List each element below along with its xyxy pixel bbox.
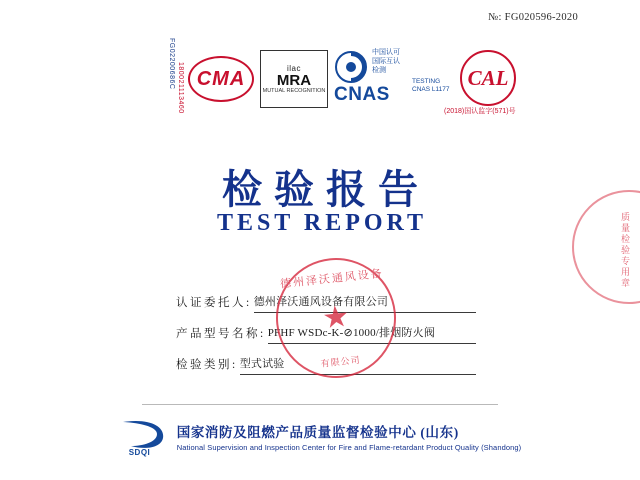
cnas-mark-icon bbox=[334, 48, 454, 108]
cal-mark-icon bbox=[444, 50, 518, 115]
cnas-chinese-label: 中国认可 国际互认 检测 bbox=[372, 49, 400, 74]
field-underline-client bbox=[254, 292, 476, 313]
page-title-cn: 检验报告 bbox=[222, 167, 430, 212]
footer-name-en: National Supervision and Inspection Center for Fire and Flame-retardant Product Quality (Shandong) bbox=[176, 442, 522, 452]
field-label-category: 检验类别: bbox=[176, 359, 238, 371]
field-value-client: 德州泽沃通风设备有限公司 bbox=[253, 296, 389, 308]
field-underline-category bbox=[240, 354, 476, 375]
ilac-label: ilac bbox=[286, 63, 301, 73]
certification-logo-row bbox=[168, 36, 516, 126]
seal-star-icon: ★ bbox=[320, 299, 352, 336]
field-underline-product bbox=[268, 323, 476, 344]
mra-label: MRA bbox=[276, 71, 312, 89]
cnas-symbol-icon bbox=[334, 50, 368, 84]
field-label-client: 认证委托人: bbox=[176, 297, 252, 309]
cal-label: CAL bbox=[460, 50, 516, 106]
sdqi-label: SDQI bbox=[128, 448, 151, 457]
field-label-product: 产品型号名称: bbox=[176, 328, 266, 340]
cnas-label: CNAS bbox=[334, 84, 390, 105]
field-row-product bbox=[176, 313, 476, 344]
sdqi-logo-icon bbox=[119, 416, 169, 456]
footer bbox=[0, 416, 640, 456]
cal-approval-note: (2018)国认监字(571)号 bbox=[444, 108, 516, 115]
field-row-client bbox=[176, 282, 476, 313]
edge-stamp-text: 质量检验专用章 bbox=[620, 212, 630, 289]
report-number: №: FG020596-2020 bbox=[488, 12, 578, 23]
report-fields bbox=[176, 282, 476, 375]
ilac-sub-label: MUTUAL RECOGNITION bbox=[262, 88, 326, 95]
footer-texts bbox=[177, 421, 522, 452]
field-value-product: PFHF WSDc-K-⊘1000/排烟防火阀 bbox=[267, 327, 436, 339]
side-code-bottom: 180021113460 bbox=[177, 62, 184, 114]
footer-divider bbox=[142, 404, 498, 405]
cnas-accreditation-code: TESTING CNAS L1177 bbox=[412, 78, 450, 93]
side-code-top: FG02200686C bbox=[168, 38, 175, 90]
ilac-mra-mark-icon bbox=[260, 50, 328, 108]
seal-top-text: 德州泽沃通风设备 bbox=[279, 267, 385, 291]
page-title-en: TEST REPORT bbox=[216, 210, 428, 236]
footer-name-cn: 国家消防及阻燃产品质量监督检验中心 (山东) bbox=[176, 424, 459, 440]
field-value-category: 型式试验 bbox=[239, 358, 285, 370]
seal-bottom-text: 有限公司 bbox=[320, 354, 362, 369]
cma-mark-icon: CMA bbox=[188, 56, 254, 102]
field-row-category bbox=[176, 344, 476, 375]
